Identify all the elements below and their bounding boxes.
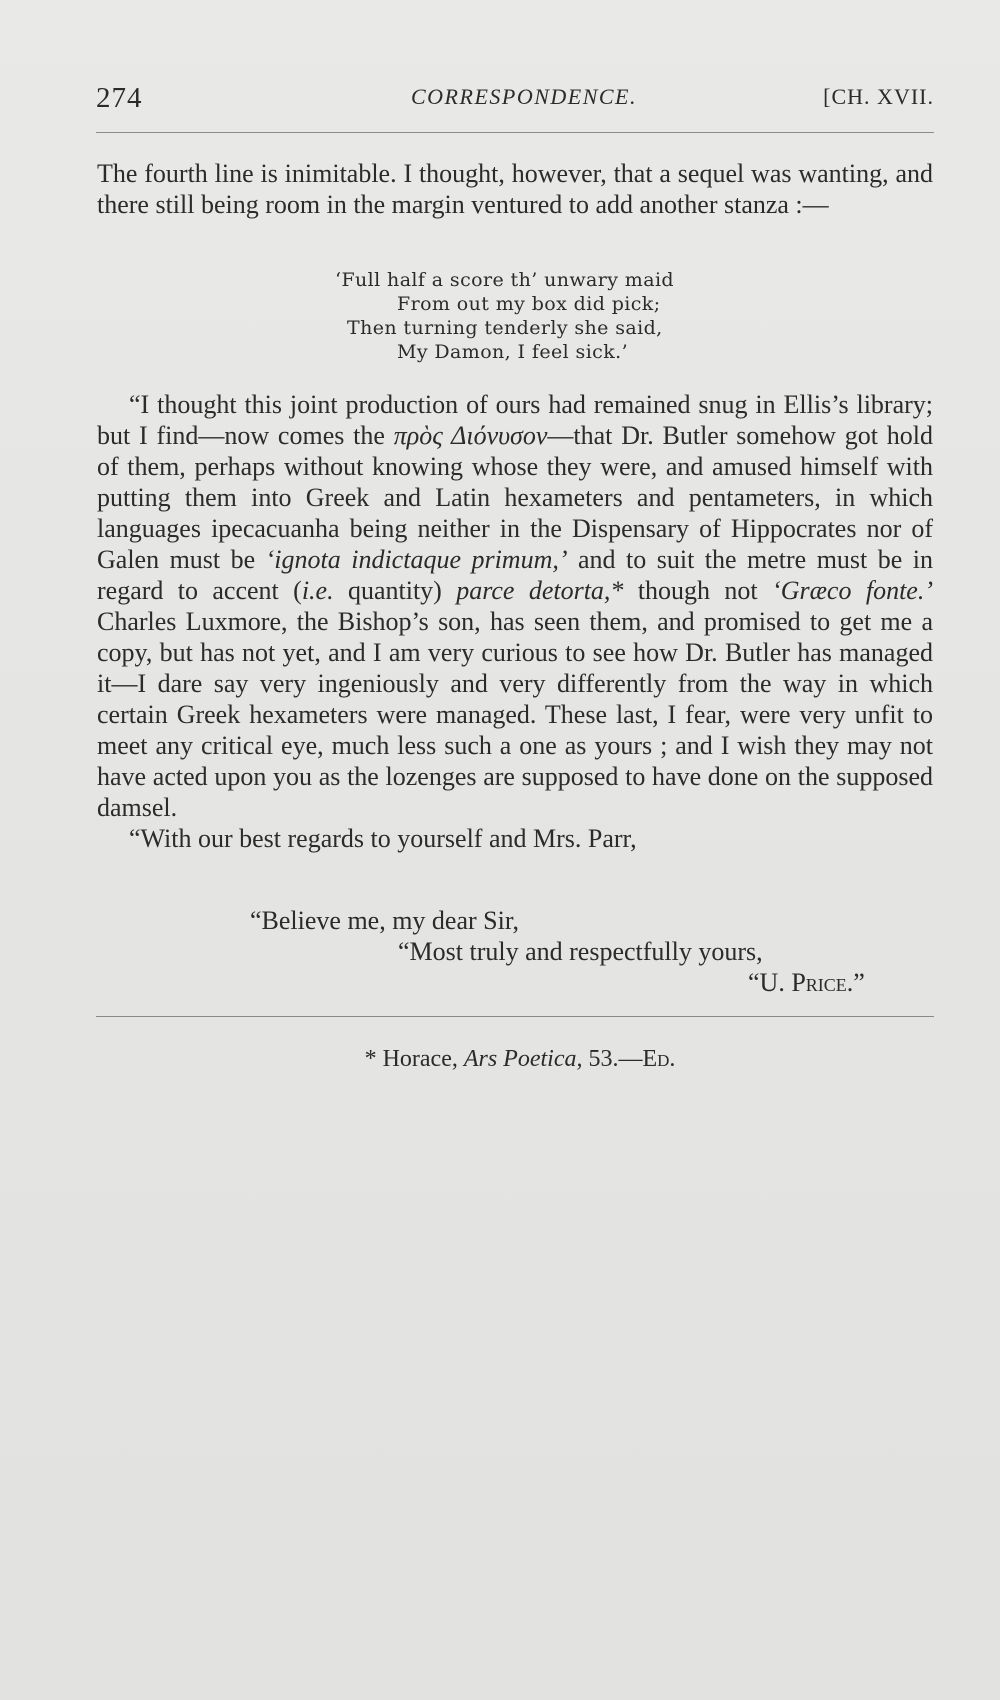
closing-line: “Believe me, my dear Sir, bbox=[250, 906, 519, 935]
footnote: * Horace, Ars Poetica, 53.—Ed. bbox=[364, 1046, 676, 1072]
letter-paragraph: “I thought this joint production of ours had remained snug in Ellis’s library; but I find—now comes the πρὸς Διόνυσον—that Dr. Butler somehow got hold of them, perhaps without knowing whose they were, and amused himself with putting them into Greek and Latin hexameters and pentameters, in which languages ipecacuanha being neither in the Dispensary of Hippocrates nor of Galen must be ‘ignota indictaque primum,’ and to suit the metre must be in regard to accent (i.e. quantity) parce detorta,* though not ‘Græco fonte.’ Charles Luxmore, the Bishop’s son, has seen them, and promised to get me a copy, but has not yet, and I am very curious to see how Dr. Butler has managed it—I dare say very ingeniously and very differently from the way in which certain Greek hexameters were managed. These last, I fear, were very unfit to meet any critical eye, much less such a one as yours ; and I wish they may not have acted upon you as the lozenges are supposed to have done on the supposed damsel. bbox=[97, 390, 934, 822]
letter-body bbox=[97, 389, 933, 854]
closing-line: “Most truly and respectfully yours, bbox=[398, 937, 763, 966]
greek-phrase: πρὸς Διόνυσον bbox=[393, 421, 548, 450]
signature: “U. Price.” bbox=[748, 968, 865, 997]
intro-paragraph-block bbox=[97, 158, 933, 220]
footnote-work-title: Ars Poetica, bbox=[463, 1046, 583, 1072]
poem-stanza bbox=[335, 268, 674, 364]
page-header bbox=[96, 82, 934, 116]
latin-quotation: parce detorta,* bbox=[456, 576, 624, 605]
poem-line: My Damon, I feel sick.’ bbox=[397, 341, 629, 363]
poem-line: Then turning tenderly she said, bbox=[347, 317, 663, 339]
poem-line: From out my box did pick; bbox=[397, 293, 661, 315]
letter-regards-line: “With our best regards to yourself and Mrs. Parr, bbox=[129, 824, 637, 853]
intro-paragraph: The fourth line is inimitable. I thought, however, that a sequel was wanting, and there still being room in the margin ventured to add another stanza :— bbox=[97, 159, 933, 219]
chapter-reference: [CH. XVII. bbox=[823, 84, 934, 109]
running-title: CORRESPONDENCE. bbox=[411, 84, 637, 109]
poem-line: ‘Full half a score th’ unwary maid bbox=[335, 269, 674, 291]
header-rule bbox=[96, 132, 934, 133]
footnote-rule bbox=[96, 1016, 934, 1017]
latin-quotation: ‘ignota indictaque primum,’ bbox=[265, 545, 568, 574]
latin-quotation: ‘Græco fonte.’ bbox=[772, 576, 933, 605]
page-number: 274 bbox=[96, 82, 143, 114]
